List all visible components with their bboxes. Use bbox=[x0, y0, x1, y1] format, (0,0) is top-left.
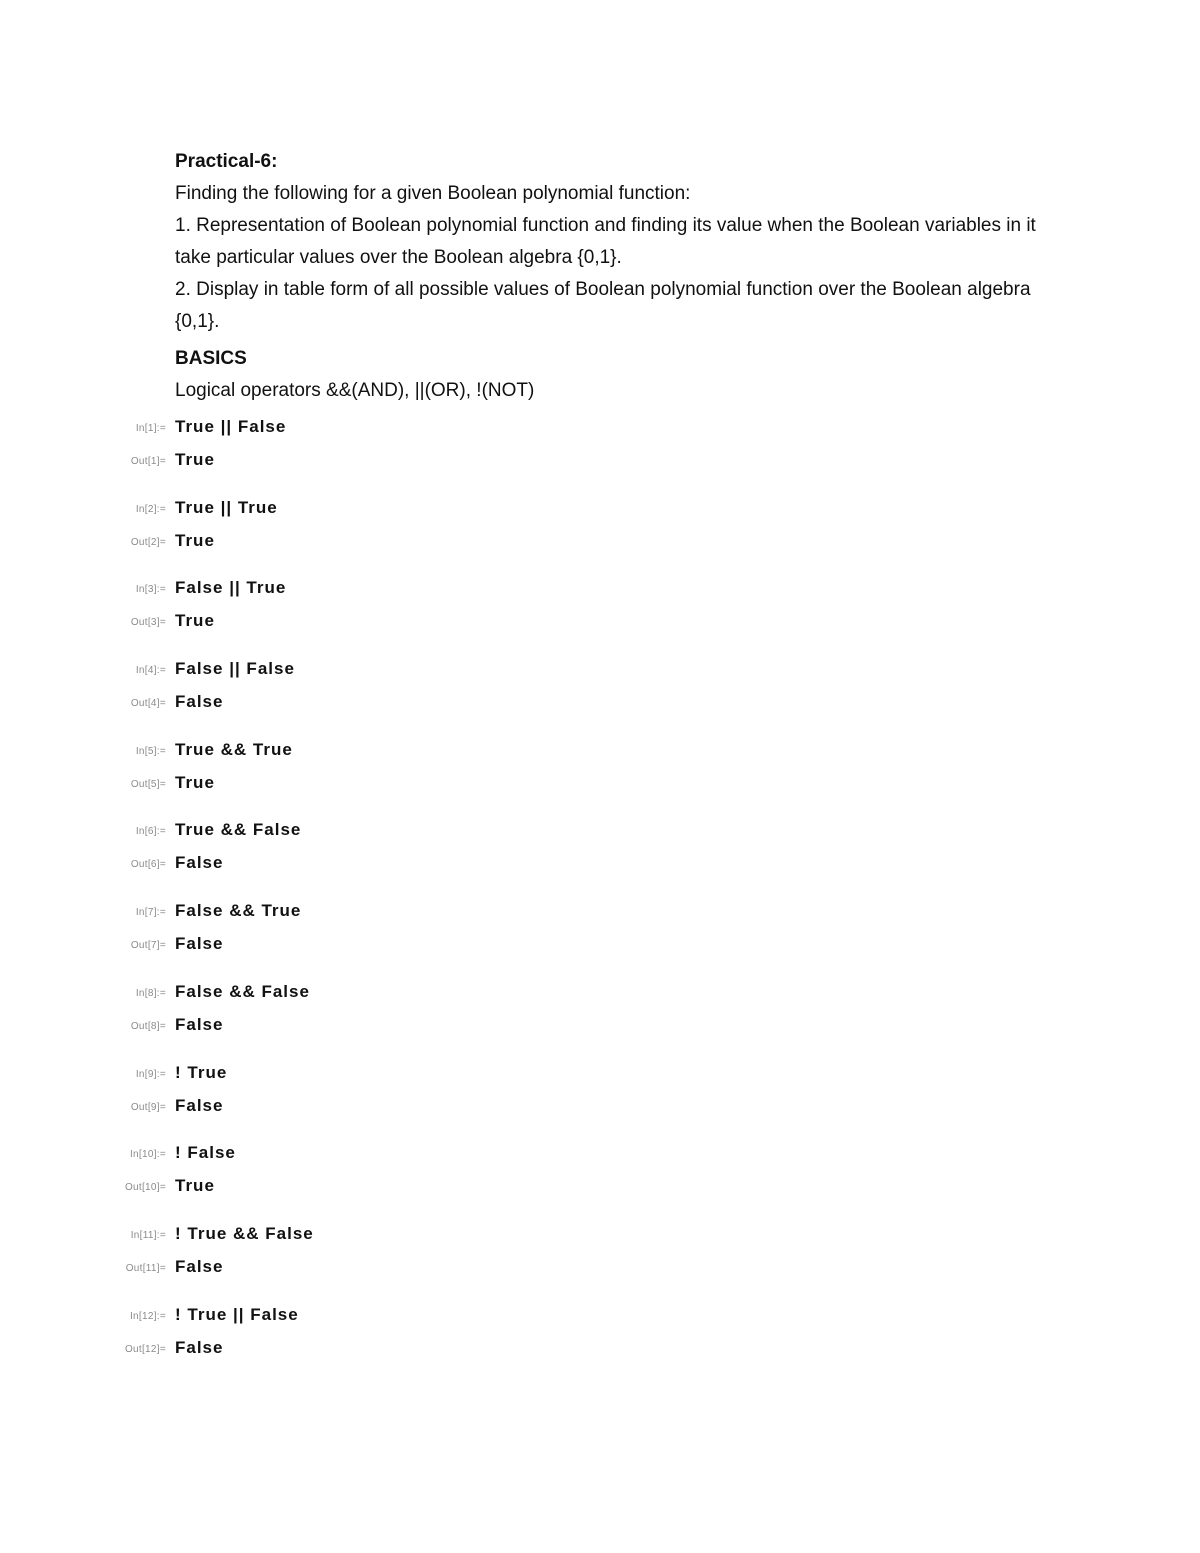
input-label: In[1]:= bbox=[135, 423, 166, 434]
output-label: Out[12]= bbox=[124, 1343, 166, 1355]
item-1-line-2: take particular values over the Boolean algebra {0,1}. bbox=[175, 247, 622, 268]
output-label: Out[8]= bbox=[130, 1020, 166, 1032]
input-label: In[2]:= bbox=[135, 503, 166, 515]
output-line bbox=[0, 1010, 1200, 1044]
output-value: False bbox=[175, 1337, 224, 1357]
output-line bbox=[0, 1091, 1200, 1125]
output-label: Out[6]= bbox=[130, 859, 166, 871]
notebook-cell bbox=[0, 1058, 1200, 1139]
input-label: In[4]:= bbox=[135, 665, 166, 677]
notebook-cell bbox=[0, 1300, 1200, 1381]
input-code[interactable]: False || False bbox=[175, 659, 295, 679]
basics-description: Logical operators &&(AND), ||(OR), !(NOT) bbox=[175, 380, 535, 401]
notebook-cells bbox=[0, 412, 1200, 1380]
input-code[interactable]: ! True bbox=[175, 1062, 228, 1082]
notebook-cell bbox=[0, 1138, 1200, 1219]
output-value: False bbox=[175, 853, 224, 873]
output-value: True bbox=[175, 1176, 215, 1196]
output-label: Out[7]= bbox=[130, 940, 166, 952]
input-code[interactable]: True && True bbox=[175, 739, 293, 759]
input-code[interactable]: False && True bbox=[175, 901, 302, 921]
input-line[interactable] bbox=[0, 896, 1200, 930]
output-line bbox=[0, 768, 1200, 802]
input-label: In[10]:= bbox=[129, 1149, 166, 1161]
output-line bbox=[0, 1171, 1200, 1205]
output-label: Out[2]= bbox=[130, 536, 166, 548]
notebook-cell bbox=[0, 654, 1200, 735]
notebook-cell bbox=[0, 735, 1200, 816]
input-code[interactable]: True || False bbox=[175, 417, 287, 436]
intro-line: Finding the following for a given Boolean polynomial function: bbox=[175, 183, 691, 204]
input-label: In[11]:= bbox=[130, 1229, 166, 1241]
item-2-line-1: 2. Display in table form of all possible values of Boolean polynomial function over the Boolean algebra bbox=[175, 279, 1031, 300]
notebook-cell bbox=[0, 815, 1200, 896]
output-value: True bbox=[175, 450, 215, 469]
input-label: In[7]:= bbox=[135, 907, 166, 919]
output-line bbox=[0, 1333, 1200, 1367]
output-label: Out[11]= bbox=[125, 1262, 166, 1274]
output-line bbox=[0, 929, 1200, 963]
output-line bbox=[0, 526, 1200, 560]
input-code[interactable]: ! True && False bbox=[175, 1223, 314, 1243]
practical-title: Practical-6: bbox=[175, 151, 278, 172]
notebook-cell bbox=[0, 977, 1200, 1058]
input-line[interactable] bbox=[0, 654, 1200, 688]
output-value: False bbox=[175, 1014, 224, 1034]
input-line[interactable] bbox=[0, 1138, 1200, 1172]
input-label: In[9]:= bbox=[135, 1068, 166, 1080]
input-label: In[3]:= bbox=[135, 584, 166, 596]
output-value: True bbox=[175, 530, 215, 550]
notebook-cell bbox=[0, 896, 1200, 977]
output-label: Out[4]= bbox=[130, 698, 166, 710]
input-label: In[8]:= bbox=[135, 987, 166, 999]
input-line[interactable] bbox=[0, 1300, 1200, 1334]
output-label: Out[10]= bbox=[124, 1182, 166, 1194]
notebook-cell bbox=[0, 1219, 1200, 1300]
input-code[interactable]: False || True bbox=[175, 578, 287, 598]
input-label: In[5]:= bbox=[135, 745, 166, 757]
input-code[interactable]: ! False bbox=[175, 1143, 236, 1163]
input-line[interactable] bbox=[0, 493, 1200, 527]
output-value: False bbox=[175, 1256, 224, 1276]
output-line bbox=[0, 606, 1200, 640]
input-line[interactable] bbox=[0, 1219, 1200, 1253]
input-line[interactable] bbox=[0, 1058, 1200, 1092]
output-line bbox=[0, 848, 1200, 882]
notebook-cell bbox=[0, 412, 1200, 493]
input-code[interactable]: False && False bbox=[175, 981, 310, 1001]
notebook-cell bbox=[0, 573, 1200, 654]
input-line[interactable] bbox=[0, 412, 1200, 446]
input-line[interactable] bbox=[0, 573, 1200, 607]
output-label: Out[5]= bbox=[130, 778, 166, 790]
input-line[interactable] bbox=[0, 735, 1200, 769]
output-value: False bbox=[175, 934, 224, 954]
input-label: In[12]:= bbox=[129, 1310, 166, 1322]
output-value: True bbox=[175, 772, 215, 792]
input-label: In[6]:= bbox=[135, 826, 166, 838]
input-code[interactable]: ! True || False bbox=[175, 1304, 299, 1324]
item-2-line-2: {0,1}. bbox=[175, 311, 220, 332]
input-line[interactable] bbox=[0, 815, 1200, 849]
input-code[interactable]: True || True bbox=[175, 497, 278, 517]
output-value: False bbox=[175, 1095, 224, 1115]
basics-heading: BASICS bbox=[175, 348, 247, 369]
output-line bbox=[0, 445, 1200, 479]
output-value: True bbox=[175, 611, 215, 631]
intro-text-block bbox=[175, 146, 1105, 407]
output-label: Out[9]= bbox=[130, 1101, 166, 1113]
item-1-line-1: 1. Representation of Boolean polynomial function and finding its value when the Boolean variables in it bbox=[175, 215, 1036, 236]
input-code[interactable]: True && False bbox=[175, 820, 302, 840]
output-value: False bbox=[175, 692, 224, 712]
notebook-cell bbox=[0, 493, 1200, 574]
output-label: Out[1]= bbox=[130, 456, 166, 467]
output-label: Out[3]= bbox=[130, 617, 166, 629]
output-line bbox=[0, 687, 1200, 721]
output-line bbox=[0, 1252, 1200, 1286]
input-line[interactable] bbox=[0, 977, 1200, 1011]
